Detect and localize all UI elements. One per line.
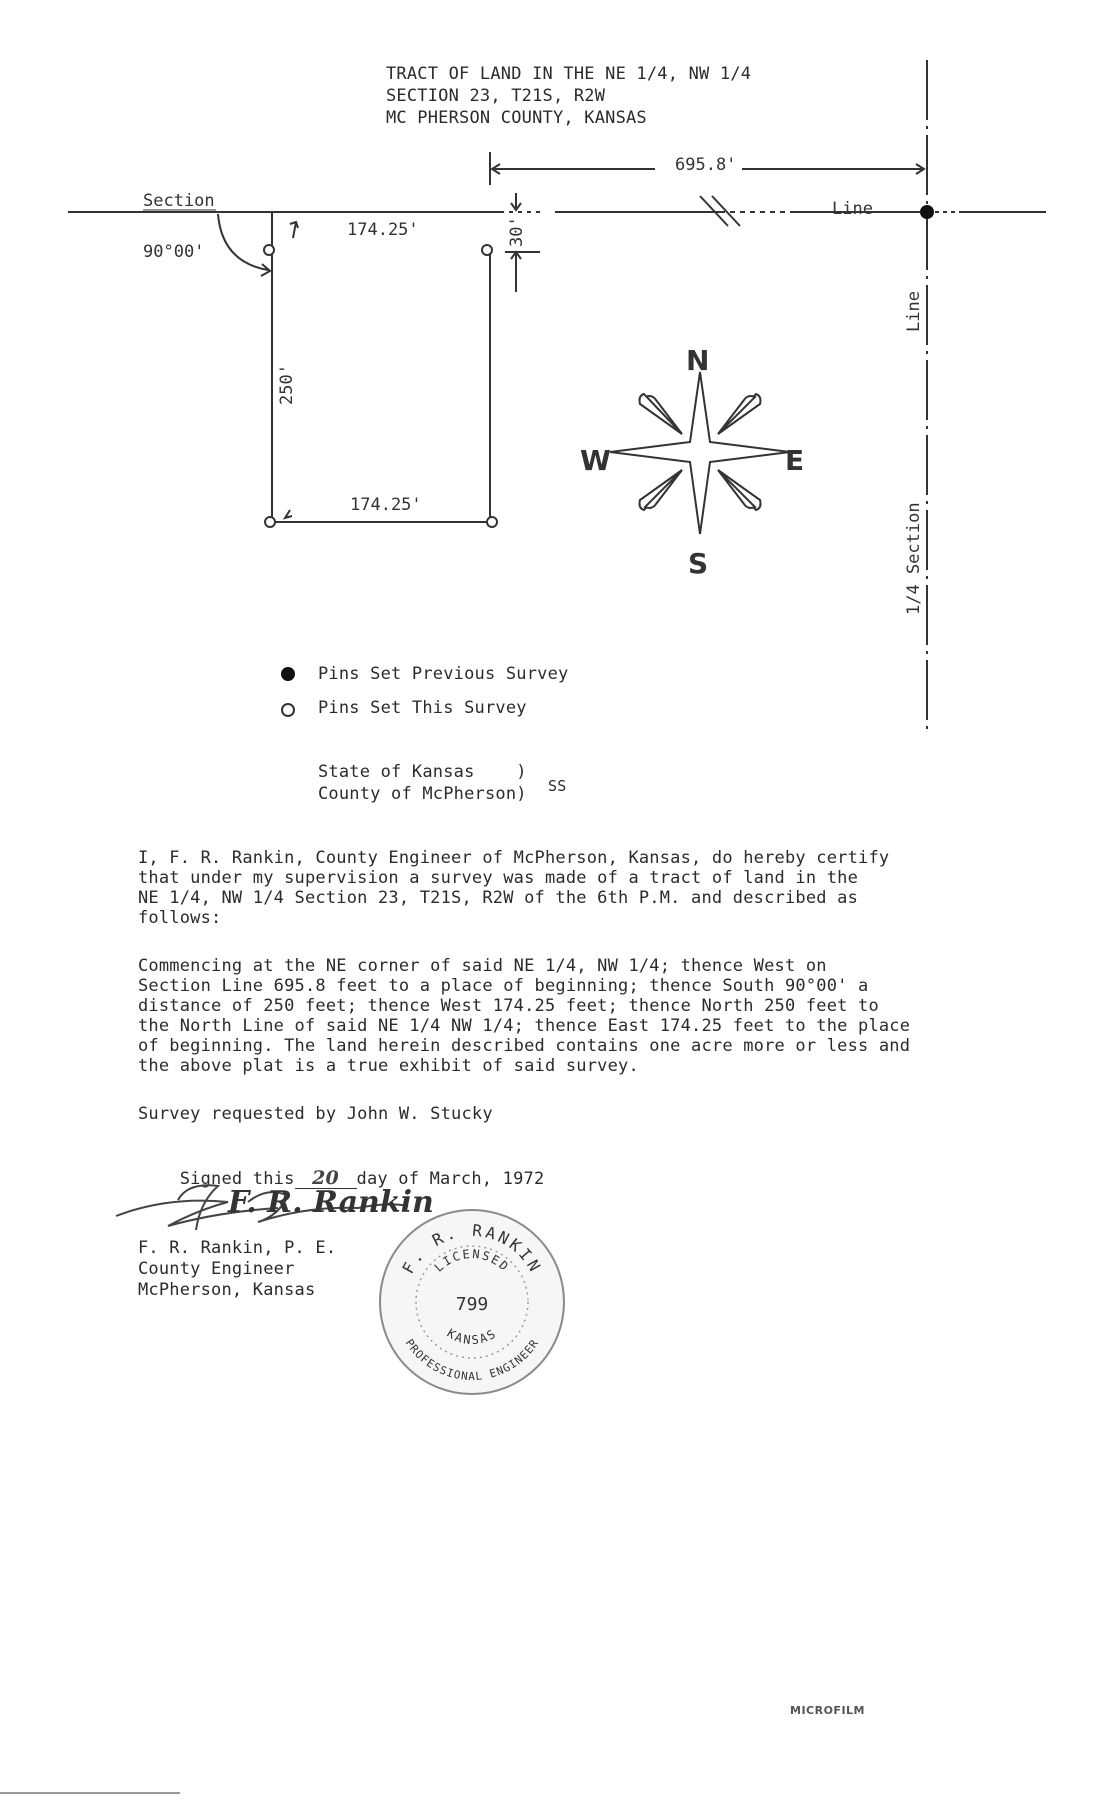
vertical-line-label: Line: [904, 291, 924, 332]
seal-number: 799: [455, 1294, 489, 1315]
header-line-1: TRACT OF LAND IN THE NE 1/4, NW 1/4: [386, 64, 752, 84]
header-line-3: MC PHERSON COUNTY, KANSAS: [386, 108, 647, 128]
compass-rose: [610, 372, 790, 534]
compass-s: S: [688, 547, 709, 580]
scan-edge: [0, 1792, 180, 1794]
seal-state-text: KANSAS: [444, 1326, 500, 1348]
signature-script: F. R. Rankin: [228, 1185, 434, 1220]
legend-previous: Pins Set Previous Survey: [318, 664, 569, 684]
survey-requested: Survey requested by John W. Stucky: [138, 1104, 493, 1124]
engineer-seal: [370, 1198, 570, 1398]
compass-n: N: [686, 344, 710, 377]
distance-label: 695.8': [675, 155, 737, 175]
signed-prefix: Signed this: [179, 1169, 295, 1189]
certificate-para-1: I, F. R. Rankin, County Engineer of McPherson, Kansas, do hereby certify that under my supervision a survey was made of a tract of land in the NE 1/4, NW 1/4 Section 23, T21S, R2W of the 6th P.M. and described as follows:: [138, 848, 890, 928]
section-label: Section: [143, 191, 215, 211]
pin-nw: [264, 245, 274, 255]
seal-top-text: F. R. RANKIN: [398, 1220, 546, 1277]
angle-label: 90°00': [143, 242, 205, 262]
seal-bottom-text: PROFESSIONAL ENGINEER: [402, 1336, 542, 1383]
signed-day: 20: [295, 1169, 357, 1189]
offset-label: 30': [507, 216, 527, 247]
angle-arc: [218, 214, 268, 270]
south-width-label: 174.25': [350, 495, 422, 515]
venue-county: County of McPherson): [318, 784, 527, 804]
plat-drawing: [0, 0, 1096, 740]
pin-previous-corner: [920, 205, 934, 219]
seal-licensed-text: LICENSED: [431, 1246, 513, 1275]
legend-filled-pin-icon: [281, 667, 295, 681]
signer-location: McPherson, Kansas: [138, 1280, 316, 1300]
microfilm-stamp: MICROFILM: [790, 1704, 865, 1717]
compass-e: E: [785, 444, 805, 477]
legend-open-pin-icon: [282, 704, 294, 716]
signed-suffix: day of March, 1972: [356, 1169, 545, 1189]
compass-w: W: [580, 444, 611, 477]
pin-se: [487, 517, 497, 527]
depth-label: 250': [277, 364, 297, 405]
certificate-para-2: Commencing at the NE corner of said NE 1/4, NW 1/4; thence West on Section Line 695.8 feet to a place of beginning; thence South 90°00' a distance of 250 feet; thence West 174.25 feet; thence North 250 feet to the North Line of said NE 1/4 NW 1/4; thence East 174.25 feet to the place of beginning. The land herein described contains one acre more or less and the above plat is a true exhibit of said survey.: [138, 956, 911, 1076]
north-width-label: 174.25': [347, 220, 419, 240]
line-label-top: Line: [832, 199, 873, 219]
venue-state: State of Kansas ): [318, 762, 527, 782]
signer-title: County Engineer: [138, 1259, 295, 1279]
pin-ne: [482, 245, 492, 255]
vertical-quarter-label: 1/4 Section: [904, 502, 924, 615]
header-line-2: SECTION 23, T21S, R2W: [386, 86, 606, 106]
pin-sw: [265, 517, 275, 527]
venue-ss: SS: [548, 777, 567, 795]
legend-this: Pins Set This Survey: [318, 698, 527, 718]
signer-name: F. R. Rankin, P. E.: [138, 1238, 337, 1258]
